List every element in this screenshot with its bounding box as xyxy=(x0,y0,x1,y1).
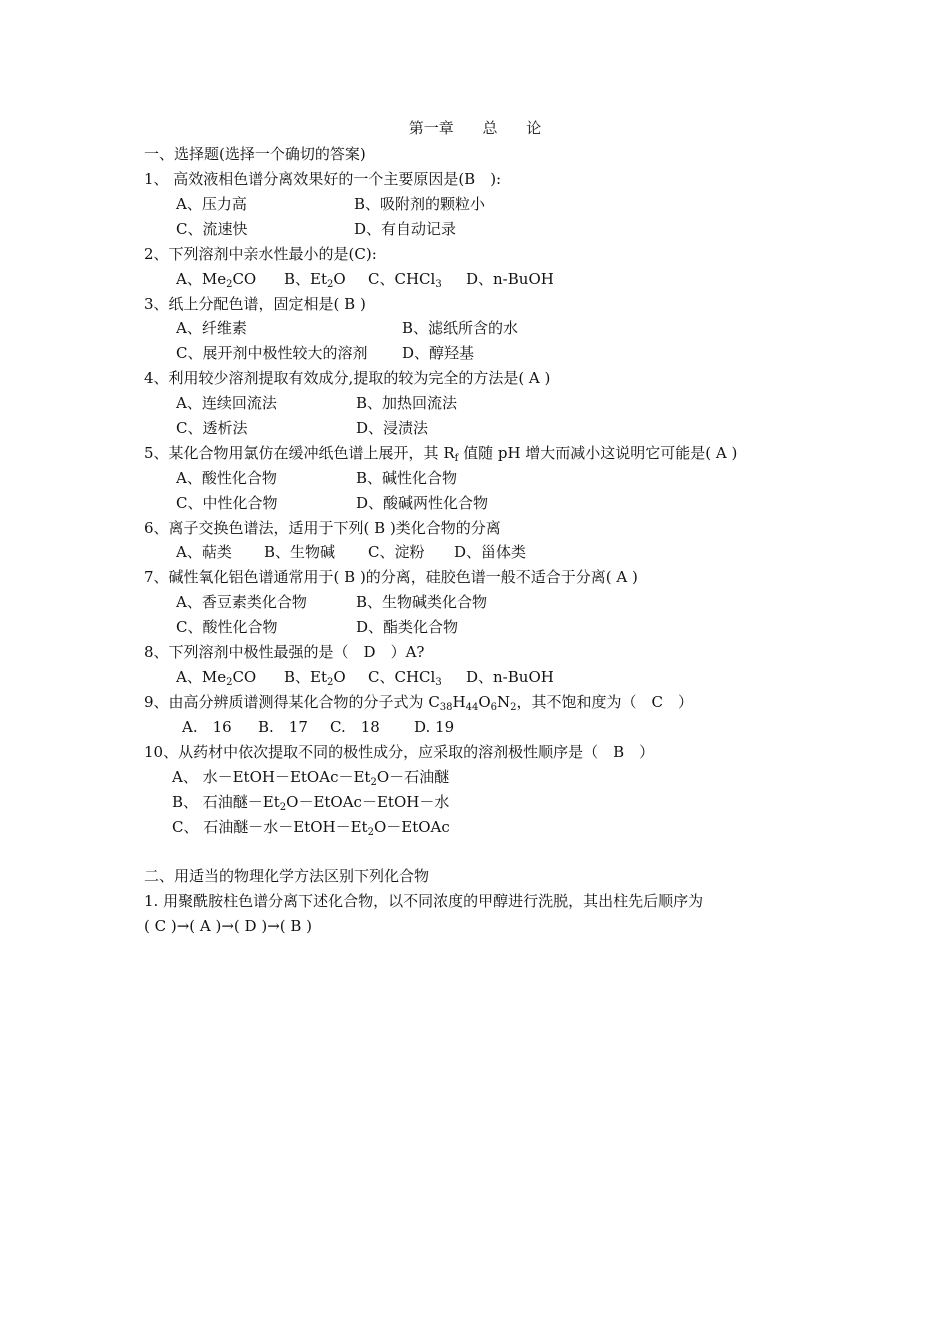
question-1: 1、 高效液相色谱分离效果好的一个主要原因是(B ): xyxy=(144,170,502,188)
question-5: 5、某化合物用氯仿在缓冲纸色谱上展开，其 $R_f$ 值随 pH 增大而减小这说明它可能是( A ) xyxy=(144,444,738,464)
question-3: 3、纸上分配色谱，固定相是( B ) xyxy=(144,295,366,313)
option: C、CHCl$_3$ xyxy=(368,270,442,290)
option: A、萜类 xyxy=(176,543,232,561)
question-8: 8、下列溶剂中极性最强的是（ D ）A? xyxy=(144,643,425,661)
option: D、酸碱两性化合物 xyxy=(356,494,489,512)
option: A、纤维素 xyxy=(176,319,247,337)
title-part: 论 xyxy=(526,119,542,137)
question-9: 9、由高分辨质谱测得某化合物的分子式为 $C_{38}H_{44}O_6N_2$，其不饱和度为（ C ） xyxy=(144,693,694,713)
option: B、碱性化合物 xyxy=(356,469,458,487)
option: B、加热回流法 xyxy=(356,394,458,412)
chapter-title xyxy=(0,118,950,138)
title-part: 第一章 xyxy=(408,119,454,137)
option: A、$Me_2CO$ xyxy=(176,270,257,290)
option: A、连续回流法 xyxy=(176,394,277,412)
option: C、淀粉 xyxy=(368,543,425,561)
question-4: 4、利用较少溶剂提取有效成分,提取的较为完全的方法是( A ) xyxy=(144,369,551,387)
question-2: 2、下列溶剂中亲水性最小的是(C): xyxy=(144,245,377,263)
option: A、 水$-EtOH-EtOAc-Et_2O-$石油醚 xyxy=(172,768,450,788)
option: D、有自动记录 xyxy=(354,220,457,238)
option: B、$Et_2O$ xyxy=(284,270,346,290)
option: D、甾体类 xyxy=(454,543,527,561)
option: A、压力高 xyxy=(176,195,247,213)
option: C、中性化合物 xyxy=(176,494,278,512)
option: A、香豆素类化合物 xyxy=(176,593,307,611)
option: A. 16 xyxy=(182,718,232,736)
option: C、流速快 xyxy=(176,220,248,238)
question-6: 6、离子交换色谱法，适用于下列( B )类化合物的分离 xyxy=(144,519,501,537)
option: D、醇羟基 xyxy=(402,344,475,362)
option: B、$Et_2O$ xyxy=(284,668,346,688)
option: C、酸性化合物 xyxy=(176,618,278,636)
option: A、$Me_2CO$ xyxy=(176,668,257,688)
option: C、CHCl$_3$ xyxy=(368,668,442,688)
question-7: 7、碱性氧化铝色谱通常用于( B )的分离，硅胶色谱一般不适合于分离( A ) xyxy=(144,568,638,586)
option: D、n-BuOH xyxy=(466,270,554,288)
option: A、酸性化合物 xyxy=(176,469,277,487)
option: C. 18 xyxy=(330,718,380,736)
option: C、透析法 xyxy=(176,419,248,437)
question-2-1: 1. 用聚酰胺柱色谱分离下述化合物，以不同浓度的甲醇进行洗脱，其出柱先后顺序为 xyxy=(144,892,704,910)
option: B. 17 xyxy=(258,718,308,736)
option: D、酯类化合物 xyxy=(356,618,459,636)
option: D、n-BuOH xyxy=(466,668,554,686)
option: B、吸附剂的颗粒小 xyxy=(354,195,486,213)
option: D. 19 xyxy=(414,718,455,736)
option: B、生物碱类化合物 xyxy=(356,593,488,611)
option: B、 石油醚$-Et_2O-EtOAc-EtOH-$水 xyxy=(172,793,450,813)
section-heading: 二、用适当的物理化学方法区别下列化合物 xyxy=(144,867,430,885)
option: B、生物碱 xyxy=(264,543,336,561)
option: C、展开剂中极性较大的溶剂 xyxy=(176,344,368,362)
question-10: 10、从药材中依次提取不同的极性成分，应采取的溶剂极性顺序是（ B ） xyxy=(144,743,655,761)
option: D、浸渍法 xyxy=(356,419,429,437)
option: C、 石油醚－水$-EtOH-Et_2O-EtOAc$ xyxy=(172,818,450,838)
option: B、滤纸所含的水 xyxy=(402,319,519,337)
title-part: 总 xyxy=(482,119,498,137)
section-heading: 一、选择题(选择一个确切的答案) xyxy=(144,145,366,163)
answer-order: ( C )→( A )→( D )→( B ) xyxy=(144,917,313,935)
